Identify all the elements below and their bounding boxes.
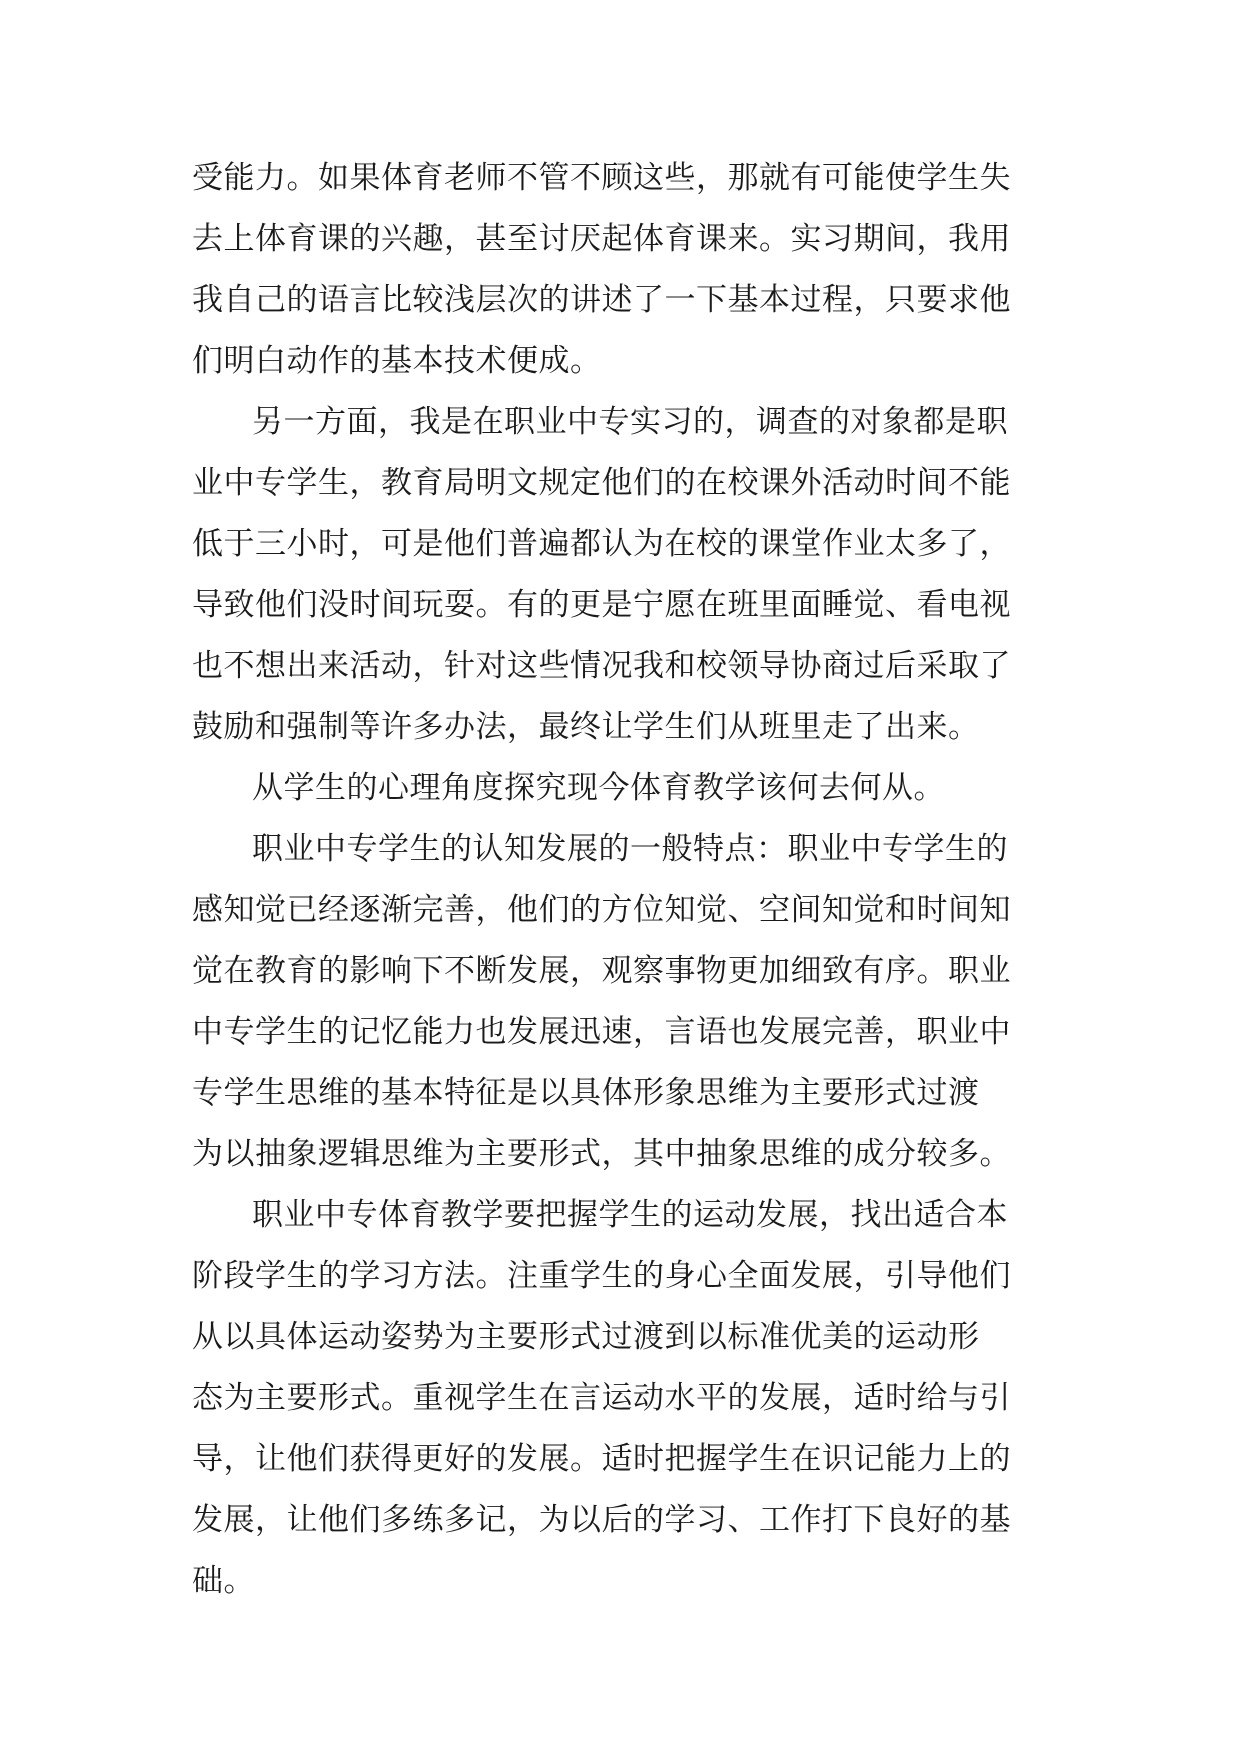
text-line: 们明白动作的基本技术便成。 [192,343,602,379]
text-line: 低于三小时，可是他们普遍都认为在校的课堂作业太多了， [192,526,1011,562]
text-line: 我自己的语言比较浅层次的讲述了一下基本过程，只要求他 [192,282,1011,318]
text-line: 也不想出来活动，针对这些情况我和校领导协商过后采取了 [192,648,1011,684]
text-line: 去上体育课的兴趣，甚至讨厌起体育课来。实习期间，我用 [192,221,1011,257]
text-line: 另一方面，我是在职业中专实习的，调查的对象都是职 [252,404,1008,440]
text-line: 导致他们没时间玩耍。有的更是宁愿在班里面睡觉、看电视 [192,587,1011,623]
text-line: 受能力。如果体育老师不管不顾这些，那就有可能使学生失 [192,160,1011,196]
text-line: 导，让他们获得更好的发展。适时把握学生在识记能力上的 [192,1441,1011,1477]
text-line: 中专学生的记忆能力也发展迅速，言语也发展完善，职业中 [192,1014,1011,1050]
text-line: 职业中专体育教学要把握学生的运动发展，找出适合本 [252,1197,1008,1233]
text-line: 从以具体运动姿势为主要形式过渡到以标准优美的运动形 [192,1319,980,1355]
text-line: 专学生思维的基本特征是以具体形象思维为主要形式过渡 [192,1075,980,1111]
text-line: 为以抽象逻辑思维为主要形式，其中抽象思维的成分较多。 [192,1136,1011,1172]
text-line: 鼓励和强制等许多办法，最终让学生们从班里走了出来。 [192,709,980,745]
text-line: 础。 [192,1563,255,1599]
text-line: 业中专学生，教育局明文规定他们的在校课外活动时间不能 [192,465,1011,501]
text-line: 感知觉已经逐渐完善，他们的方位知觉、空间知觉和时间知 [192,892,1011,928]
text-line: 阶段学生的学习方法。注重学生的身心全面发展，引导他们 [192,1258,1011,1294]
text-line: 从学生的心理角度探究现今体育教学该何去何从。 [252,770,945,806]
text-line: 觉在教育的影响下不断发展，观察事物更加细致有序。职业 [192,953,1011,989]
text-line: 职业中专学生的认知发展的一般特点：职业中专学生的 [252,831,1008,867]
text-line: 态为主要形式。重视学生在言运动水平的发展，适时给与引 [192,1380,1011,1416]
text-line: 发展，让他们多练多记，为以后的学习、工作打下良好的基 [192,1502,1011,1538]
